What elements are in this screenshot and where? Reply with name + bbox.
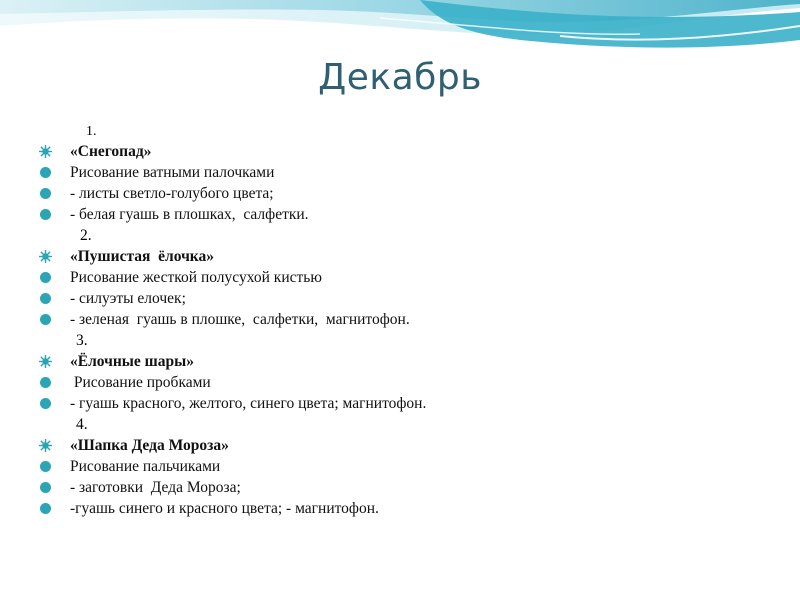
list-item xyxy=(0,351,800,372)
section-heading: «Шапка Деда Мороза» xyxy=(70,437,229,454)
section-heading: «Ёлочные шары» xyxy=(70,353,194,370)
circle-bullet-icon xyxy=(40,188,51,199)
list-item xyxy=(0,141,800,162)
section-number: 1. xyxy=(86,124,97,139)
list-item-text: Рисование жесткой полусухой кистью xyxy=(70,269,322,286)
star-bullet-icon xyxy=(39,145,52,158)
list-item xyxy=(0,267,800,288)
section-number: 4. xyxy=(76,416,88,433)
star-bullet-icon xyxy=(39,439,52,452)
star-bullet-icon xyxy=(39,250,52,263)
circle-bullet-icon xyxy=(40,314,51,325)
list-item-text: - зеленая гуашь в плошке, салфетки, магнитофон. xyxy=(70,311,410,328)
list-item-text: Рисование пальчиками xyxy=(70,458,221,475)
circle-bullet-icon xyxy=(40,377,51,388)
list-item-text: Рисование пробками xyxy=(70,374,211,391)
list-item xyxy=(0,435,800,456)
section-number-row xyxy=(0,121,800,142)
list-item xyxy=(0,183,800,204)
circle-bullet-icon xyxy=(40,209,51,220)
list-item xyxy=(0,393,800,414)
list-item-text: - гуашь красного, желтого, синего цвета; магнитофон. xyxy=(70,395,427,412)
circle-bullet-icon xyxy=(40,461,51,472)
list-item-text: - белая гуашь в плошках, салфетки. xyxy=(70,206,309,223)
section-number: 2. xyxy=(80,227,92,244)
list-item xyxy=(0,288,800,309)
section-number-row xyxy=(0,330,800,351)
list-item xyxy=(0,309,800,330)
list-item xyxy=(0,498,800,519)
section-heading: «Снегопад» xyxy=(70,143,152,160)
list-item-text: - силуэты елочек; xyxy=(70,290,186,307)
circle-bullet-icon xyxy=(40,482,51,493)
list-item-text: - листы светло-голубого цвета; xyxy=(70,185,274,202)
list-item xyxy=(0,456,800,477)
section-number-row xyxy=(0,414,800,435)
circle-bullet-icon xyxy=(40,293,51,304)
star-bullet-icon xyxy=(39,355,52,368)
circle-bullet-icon xyxy=(40,272,51,283)
list-item-text: Рисование ватными палочками xyxy=(70,164,275,181)
list-item xyxy=(0,204,800,225)
list-item xyxy=(0,162,800,183)
section-number-row xyxy=(0,225,800,246)
list-item xyxy=(0,477,800,498)
list-item-text: -гуашь синего и красного цвета; - магнитофон. xyxy=(70,500,379,517)
list-item-text: - заготовки Деда Мороза; xyxy=(70,479,241,496)
list-item xyxy=(0,372,800,393)
circle-bullet-icon xyxy=(40,503,51,514)
section-number: 3. xyxy=(76,332,88,349)
circle-bullet-icon xyxy=(40,167,51,178)
section-heading: «Пушистая ёлочка» xyxy=(70,248,215,265)
slide-title: Декабрь xyxy=(318,57,482,98)
list-item xyxy=(0,246,800,267)
circle-bullet-icon xyxy=(40,398,51,409)
